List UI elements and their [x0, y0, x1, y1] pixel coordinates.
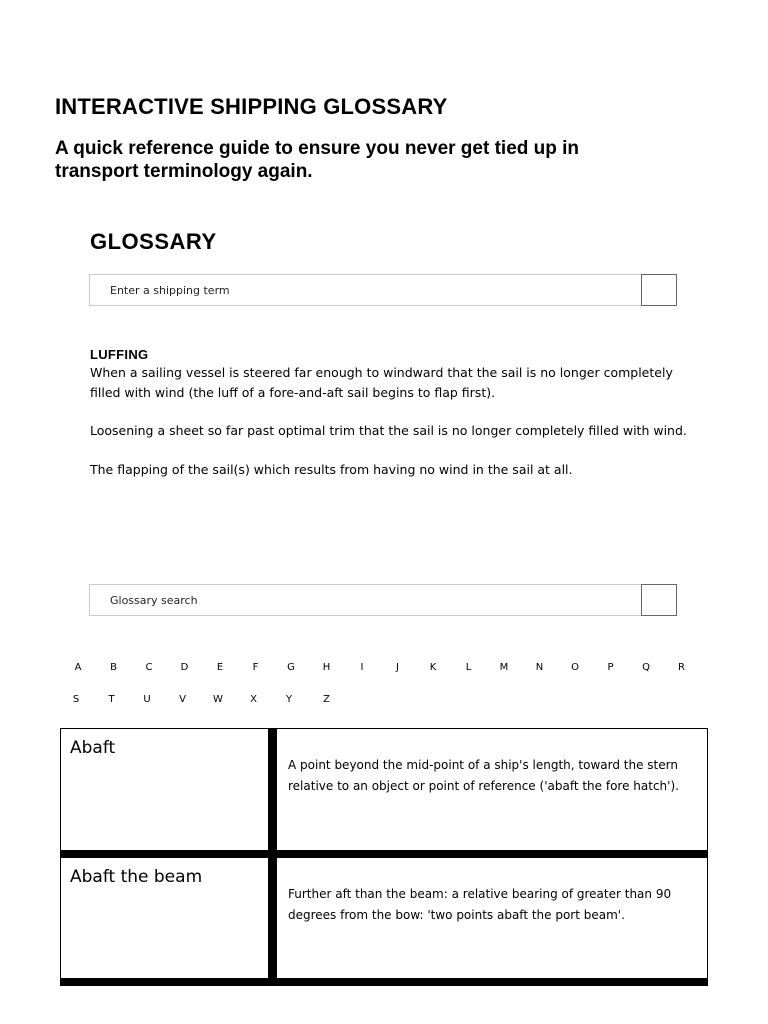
letter-link-v[interactable]: V	[179, 694, 186, 705]
table-row	[61, 854, 708, 982]
featured-term-definition: Loosening a sheet so far past optimal trim that the sail is no longer completely filled with wind.	[90, 423, 687, 438]
glossary-search-button[interactable]	[641, 584, 677, 616]
letter-link-d[interactable]: D	[180, 662, 189, 673]
entry-term: Abaft the beam	[61, 854, 273, 982]
letter-link-j[interactable]: J	[396, 662, 399, 673]
term-search-box	[89, 274, 677, 306]
letter-link-u[interactable]: U	[143, 694, 151, 705]
glossary-heading: GLOSSARY	[90, 229, 217, 254]
letter-link-m[interactable]: M	[499, 662, 509, 673]
letter-link-q[interactable]: Q	[642, 662, 650, 673]
letter-link-p[interactable]: P	[607, 662, 614, 673]
letter-link-g[interactable]: G	[287, 662, 295, 673]
alphabet-index-row-1	[60, 662, 708, 678]
letter-link-z[interactable]: Z	[323, 694, 330, 705]
letter-link-b[interactable]: B	[110, 662, 117, 673]
letter-link-y[interactable]: Y	[285, 694, 293, 705]
featured-term-definition: The flapping of the sail(s) which results from having no wind in the sail at all.	[90, 461, 573, 477]
letter-link-c[interactable]: C	[145, 662, 153, 673]
term-search-input[interactable]	[90, 275, 642, 305]
letter-link-n[interactable]: N	[535, 662, 544, 673]
letter-link-i[interactable]: I	[360, 662, 364, 673]
entry-definition: Further aft than the beam: a relative bearing of greater than 90 degrees from the bow: 'two points abaft the port beam'.	[273, 854, 708, 982]
letter-link-f[interactable]: F	[252, 662, 259, 673]
glossary-search-box	[89, 584, 677, 616]
alphabet-index-row-2	[60, 694, 708, 710]
glossary-table	[60, 728, 708, 986]
table-row	[61, 729, 708, 855]
letter-link-o[interactable]: O	[571, 662, 579, 673]
letter-link-a[interactable]: A	[74, 662, 82, 673]
term-search-button[interactable]	[641, 274, 677, 306]
letter-link-x[interactable]: X	[250, 694, 257, 705]
letter-link-t[interactable]: T	[108, 694, 115, 705]
letter-link-k[interactable]: K	[429, 662, 437, 673]
page-title: INTERACTIVE SHIPPING GLOSSARY	[55, 94, 448, 119]
entry-term: Abaft	[61, 729, 273, 855]
entry-definition: A point beyond the mid-point of a ship's length, toward the stern relative to an object or point of reference ('abaft the fore hatch').	[273, 729, 708, 855]
featured-term-definition: When a sailing vessel is steered far enough to windward that the sail is no longer completely filled with wind (the luff of a fore-and-aft sail begins to flap first).	[90, 365, 673, 400]
glossary-search-input[interactable]	[90, 585, 642, 615]
letter-link-s[interactable]: S	[72, 694, 80, 705]
featured-term-name: LUFFING	[90, 347, 149, 362]
page-subtitle: A quick reference guide to ensure you never get tied up in transport terminology again.	[55, 138, 580, 182]
letter-link-w[interactable]: W	[213, 694, 223, 705]
letter-link-l[interactable]: L	[465, 662, 472, 673]
letter-link-h[interactable]: H	[322, 662, 331, 673]
letter-link-e[interactable]: E	[216, 662, 224, 673]
letter-link-r[interactable]: R	[678, 662, 685, 673]
featured-term	[90, 347, 690, 498]
